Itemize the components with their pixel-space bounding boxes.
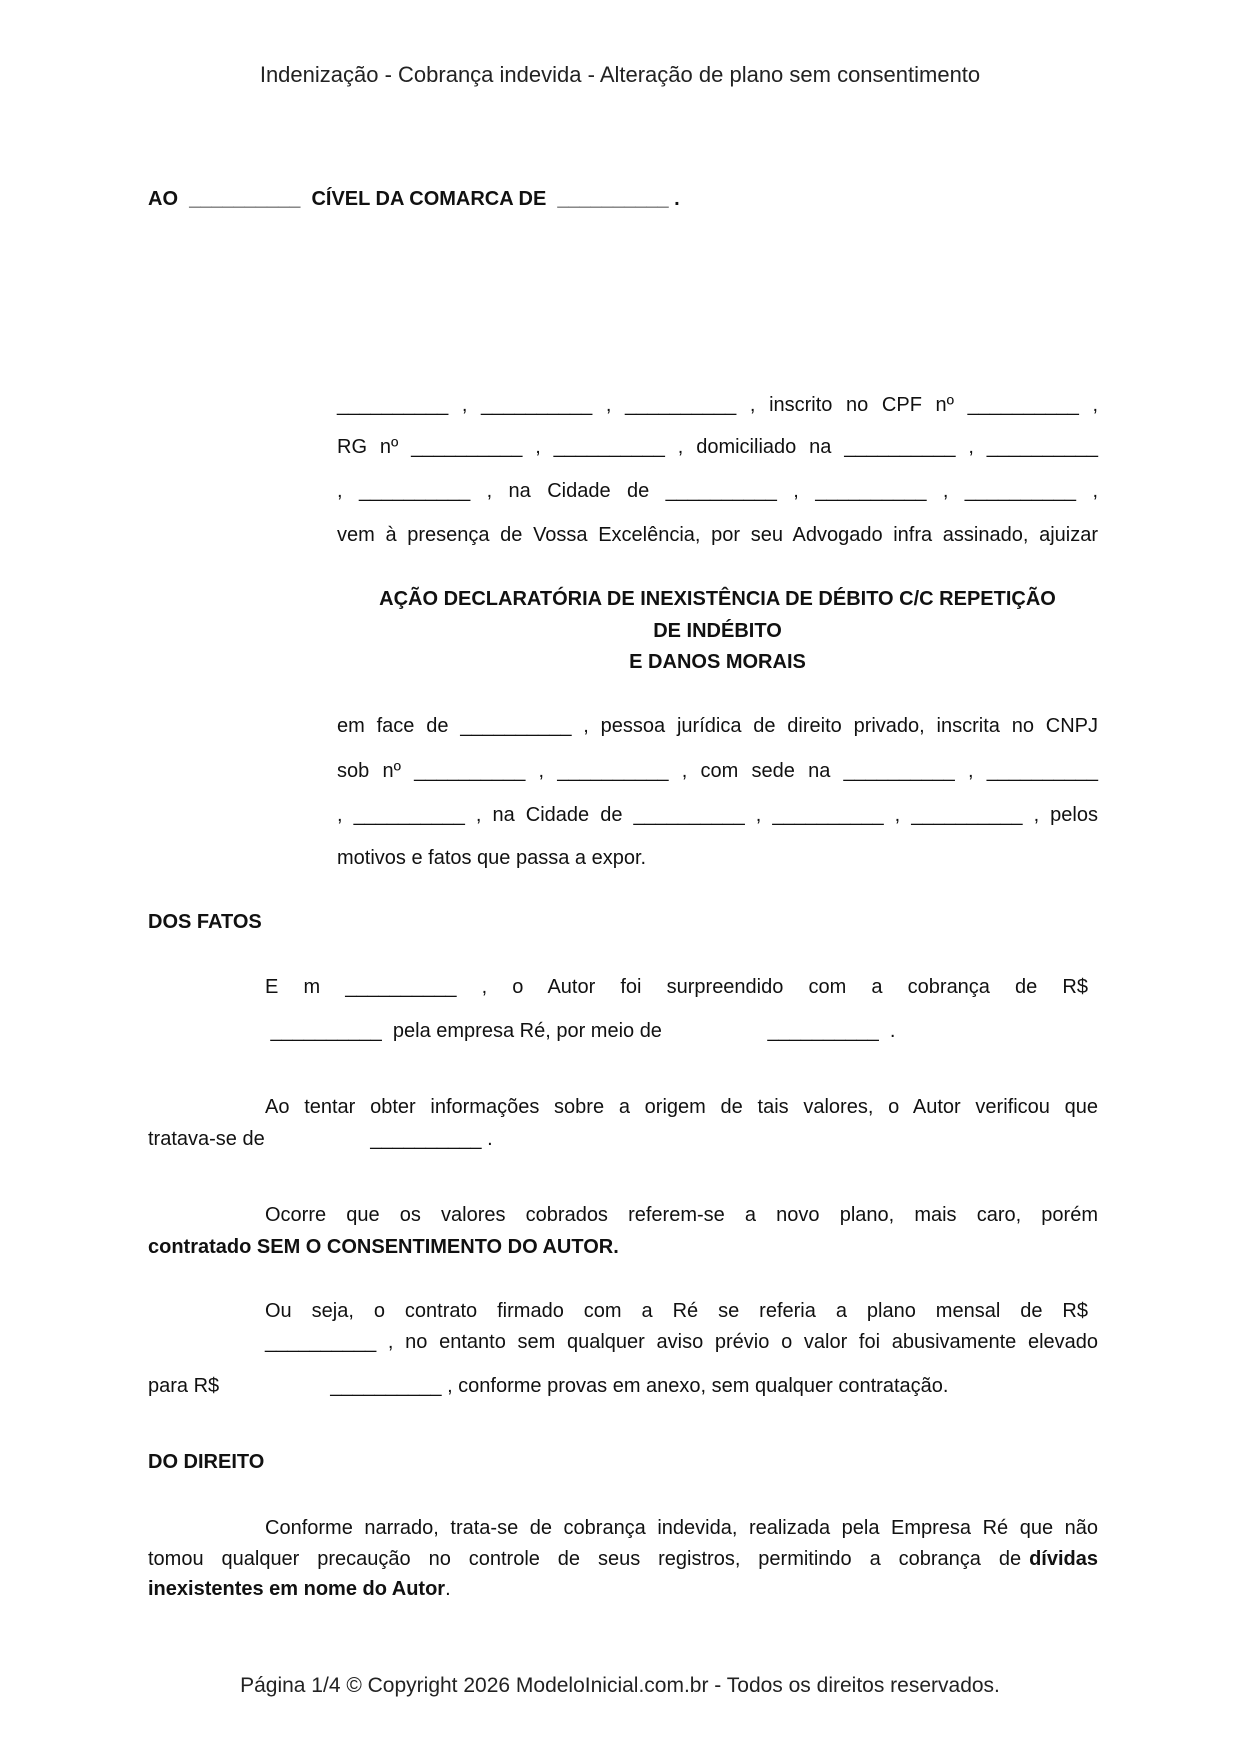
facts-line: para R$ __________ , conforme provas em anexo, sem qualquer contratação. [148,1375,949,1397]
action-title-line: AÇÃO DECLARATÓRIA DE INEXISTÊNCIA DE DÉBITO C/C REPETIÇÃO [379,588,1056,610]
page-footer: Página 1/4 © Copyright 2026 ModeloInicial.com.br - Todos os direitos reservados. [240,1674,1000,1697]
facts-line: tratava-se de __________ . [148,1128,493,1150]
facts-line: __________ pela empresa Ré, por meio de __________ . [265,1020,896,1042]
facts-line: __________ , no entanto sem qualquer aviso prévio o valor foi abusivamente elevado [265,1331,1098,1353]
law-text: . [445,1578,451,1600]
page-header: Indenização - Cobrança indevida - Alteração de plano sem consentimento [259,62,981,87]
action-title-line: DE INDÉBITO [653,620,782,642]
section-heading-law: DO DIREITO [148,1451,265,1473]
facts-line: Ou seja, o contrato firmado com a Ré se referia a plano mensal de R$ [265,1300,1088,1322]
law-line [148,1577,451,1601]
defendant-line: , __________ , na Cidade de __________ , __________ , __________ , pelos [337,804,1098,826]
action-title-line: E DANOS MORAIS [629,651,806,673]
party-line: RG nº __________ , __________ , domiciliado na __________ , __________ [337,436,1098,458]
facts-bold-line: contratado SEM O CONSENTIMENTO DO AUTOR. [148,1236,619,1258]
defendant-line: sob nº __________ , __________ , com sede na __________ , __________ [337,760,1098,782]
law-bold: dívidas [1029,1548,1098,1570]
addressee: AO __________ CÍVEL DA COMARCA DE __________ . [148,188,680,210]
defendant-line: motivos e fatos que passa a expor. [337,847,647,869]
defendant-line: em face de __________ , pessoa jurídica de direito privado, inscrita no CNPJ [337,715,1098,737]
facts-line: Ao tentar obter informações sobre a origem de tais valores, o Autor verificou que [265,1096,1098,1118]
facts-line: E m __________ , o Autor foi surpreendido com a cobrança de R$ [265,976,1088,998]
section-heading-facts: DOS FATOS [148,911,262,933]
law-text: tomou qualquer precaução no controle de seus registros, permitindo a cobrança de [148,1548,1022,1570]
law-line: Conforme narrado, trata-se de cobrança indevida, realizada pela Empresa Ré que não [265,1517,1098,1539]
party-line: , __________ , na Cidade de __________ , __________ , __________ , [337,480,1098,502]
party-line: __________ , __________ , __________ , inscrito no CPF nº __________ , [337,394,1098,416]
law-bold: inexistentes em nome do Autor [148,1578,446,1600]
law-line [148,1547,1098,1571]
party-line: vem à presença de Vossa Excelência, por seu Advogado infra assinado, ajuizar [337,524,1098,546]
facts-line: Ocorre que os valores cobrados referem-se a novo plano, mais caro, porém [265,1204,1098,1226]
